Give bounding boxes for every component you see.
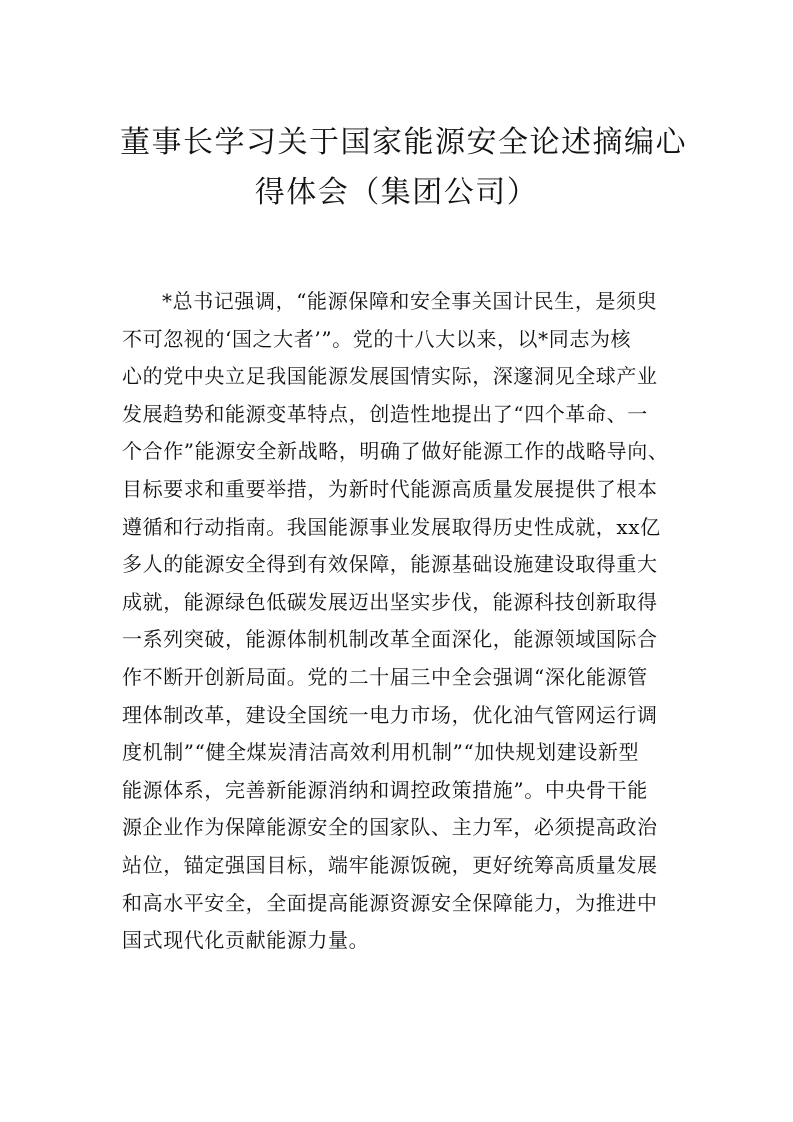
paragraph-line: *总书记强调，“能源保障和安全事关国计民生，是须臾 [162,289,658,313]
paragraph-line: 心的党中央立足我国能源发展国情实际，深邃洞见全球产业 [122,364,658,389]
paragraph-line: 不可忽视的‘国之大者’”。党的十八大以来，以*同志为核 [122,326,632,351]
paragraph-line: 遵循和行动指南。我国能源事业发展取得历史性成就，xx亿 [122,514,661,539]
document-title [120,118,687,218]
paragraph-line: 发展趋势和能源变革特点，创造性地提出了“四个革命、一 [122,401,648,426]
paragraph-line: 度机制”“健全煤炭清洁高效利用机制”“加快规划建设新型 [122,740,640,765]
paragraph-line: 源企业作为保障能源安全的国家队、主力军，必须提高政治 [122,815,658,840]
paragraph-line: 理体制改革，建设全国统一电力市场，优化油气管网运行调 [122,702,658,727]
paragraph-line: 成就，能源绿色低碳发展迈出坚实步伐，能源科技创新取得 [122,589,658,614]
paragraph-line: 个合作”能源安全新战略，明确了做好能源工作的战略导向、 [122,439,669,464]
body-paragraph [122,283,682,960]
paragraph-line: 多人的能源安全得到有效保障，能源基础设施建设取得重大 [122,552,658,577]
paragraph-line: 和高水平安全，全面提高能源资源安全保障能力，为推进中 [122,890,658,915]
paragraph-line: 目标要求和重要举措，为新时代能源高质量发展提供了根本 [122,476,658,501]
paragraph-line: 作不断开创新局面。党的二十届三中全会强调“深化能源管 [122,664,648,689]
paragraph-line: 站位，锚定强国目标，端牢能源饭碗，更好统筹高质量发展 [122,852,658,877]
paragraph-line: 国式现代化贡献能源力量。 [122,928,370,953]
paragraph-line: 能源体系，完善新能源消纳和调控政策措施”。中央骨干能 [122,777,648,802]
title-line-2: 得体会（集团公司） [254,175,539,210]
title-line-1: 董事长学习关于国家能源安全论述摘编心 [120,125,687,160]
paragraph-line: 一系列突破，能源体制机制改革全面深化，能源领域国际合 [122,627,658,652]
